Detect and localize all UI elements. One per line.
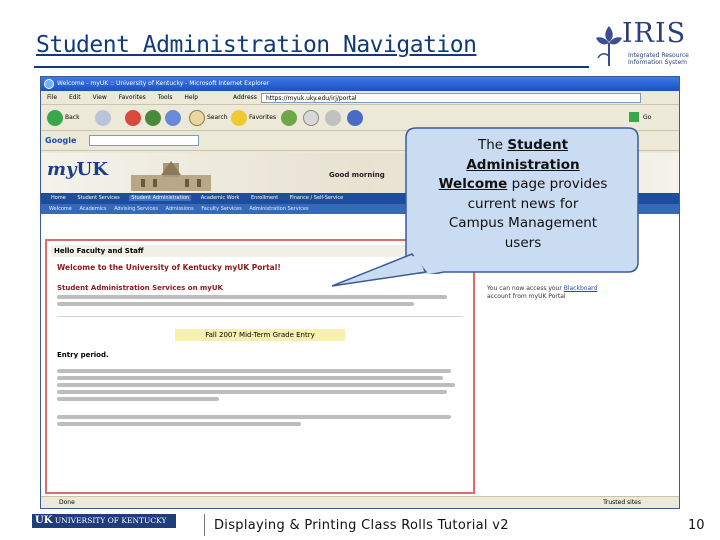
body-text-line bbox=[57, 369, 451, 373]
uk-footer-logo-text: UNIVERSITY OF KENTUCKY bbox=[54, 516, 167, 525]
footer-divider bbox=[204, 514, 205, 536]
campus-building-icon bbox=[111, 161, 231, 191]
welcome-heading: Welcome to the University of Kentucky myUK Portal! bbox=[57, 263, 281, 272]
callout-pointer bbox=[330, 250, 430, 290]
menu-favorites[interactable]: Favorites bbox=[118, 94, 146, 101]
tab-home[interactable]: Home bbox=[51, 195, 66, 201]
menu-tools[interactable]: Tools bbox=[157, 94, 173, 101]
blackboard-text-2: account from myUK Portal bbox=[487, 293, 566, 300]
google-logo: Google bbox=[45, 136, 77, 145]
menu-help[interactable]: Help bbox=[184, 94, 199, 101]
menu-bar bbox=[41, 91, 679, 105]
window-titlebar bbox=[41, 77, 679, 91]
address-label: Address bbox=[233, 94, 257, 101]
history-icon[interactable] bbox=[281, 110, 297, 126]
greeting-text: Good morning bbox=[329, 171, 385, 179]
callout-hl-administration: Administration bbox=[466, 156, 580, 173]
search-icon[interactable] bbox=[189, 110, 205, 126]
google-search-input[interactable] bbox=[89, 135, 199, 146]
page-number: 10 bbox=[688, 518, 705, 533]
myuk-logo-uk: UK bbox=[76, 159, 108, 180]
uk-footer-logo bbox=[32, 514, 176, 528]
body-text-line bbox=[57, 295, 447, 299]
back-label: Back bbox=[65, 114, 80, 121]
iris-logo bbox=[592, 16, 704, 74]
footer-text: Displaying & Printing Class Rolls Tutorial v2 bbox=[214, 518, 509, 533]
go-icon[interactable] bbox=[629, 112, 639, 122]
callout-hl-student: Student bbox=[507, 137, 569, 153]
body-text-line bbox=[57, 376, 443, 380]
callout-line5: Campus Management bbox=[448, 215, 598, 231]
body-text-line bbox=[57, 383, 455, 387]
go-label[interactable]: Go bbox=[643, 114, 652, 121]
myuk-logo-my: my bbox=[47, 159, 77, 180]
forward-icon[interactable] bbox=[95, 110, 111, 126]
divider bbox=[57, 316, 463, 317]
body-text-line bbox=[57, 422, 301, 426]
callout-text bbox=[414, 136, 632, 253]
status-bar bbox=[41, 496, 680, 508]
ie-icon bbox=[44, 79, 54, 89]
favorites-star-icon[interactable] bbox=[231, 110, 247, 126]
tab-student-services[interactable]: Student Services bbox=[77, 195, 120, 201]
blackboard-link[interactable]: Blackboard bbox=[563, 285, 598, 292]
subtab-admissions[interactable]: Admissions bbox=[165, 206, 194, 212]
print-icon[interactable] bbox=[325, 110, 341, 126]
body-text-line bbox=[57, 302, 414, 306]
uk-footer-logo-short: UK bbox=[35, 515, 53, 526]
iris-flower-icon bbox=[592, 22, 626, 68]
mail-icon[interactable] bbox=[303, 110, 319, 126]
subtab-academics[interactable]: Academics bbox=[79, 206, 107, 212]
body-text-line bbox=[57, 397, 219, 401]
side-panel bbox=[481, 239, 677, 494]
status-text: Done bbox=[59, 499, 75, 506]
slide-title: Student Administration Navigation bbox=[36, 32, 477, 58]
back-icon[interactable] bbox=[47, 110, 63, 126]
tab-academic-work[interactable]: Academic Work bbox=[200, 195, 240, 201]
tab-enrollment[interactable]: Enrollment bbox=[251, 195, 279, 201]
menu-file[interactable]: File bbox=[47, 94, 58, 101]
subtab-advising[interactable]: Advising Services bbox=[114, 206, 158, 212]
search-label: Search bbox=[207, 114, 228, 121]
blackboard-text: You can now access your bbox=[487, 285, 562, 292]
edit-icon[interactable] bbox=[347, 110, 363, 126]
refresh-icon[interactable] bbox=[145, 110, 161, 126]
window-title: Welcome - myUK :: University of Kentucky - Microsoft Internet Explorer bbox=[57, 80, 270, 87]
callout-line3: page provides bbox=[507, 176, 608, 192]
entry-period-label: Entry period. bbox=[57, 351, 109, 359]
services-heading: Student Administration Services on myUK bbox=[57, 284, 223, 292]
body-text-line bbox=[57, 390, 447, 394]
subtab-welcome[interactable]: Welcome bbox=[49, 206, 72, 212]
callout-line4: current news for bbox=[467, 195, 579, 212]
subtab-faculty-services[interactable]: Faculty Services bbox=[201, 206, 242, 212]
tab-finance[interactable]: Finance / Self-Service bbox=[289, 195, 344, 201]
body-text-line bbox=[57, 415, 451, 419]
title-rule bbox=[34, 66, 589, 68]
iris-subtitle: Integrated Resource Information System bbox=[628, 52, 689, 66]
favorites-label: Favorites bbox=[249, 114, 277, 121]
stop-icon[interactable] bbox=[125, 110, 141, 126]
hello-header: Hello Faculty and Staff bbox=[51, 245, 469, 257]
home-icon[interactable] bbox=[165, 110, 181, 126]
callout-hl-welcome: Welcome bbox=[438, 176, 508, 192]
menu-view[interactable]: View bbox=[92, 94, 107, 101]
callout-pre: The bbox=[477, 137, 508, 153]
callout-line6: users bbox=[504, 234, 542, 251]
address-input[interactable]: https://myuk.uky.edu/irj/portal bbox=[261, 93, 641, 103]
myuk-logo bbox=[47, 159, 108, 180]
blackboard-notice bbox=[487, 285, 597, 301]
iris-wordmark: IRIS bbox=[622, 18, 687, 49]
menu-edit[interactable]: Edit bbox=[68, 94, 81, 101]
subtab-administration[interactable]: Administration Services bbox=[249, 206, 309, 212]
security-zone: Trusted sites bbox=[603, 499, 641, 506]
tab-student-administration[interactable]: Student Administration bbox=[131, 195, 190, 201]
grade-entry-banner: Fall 2007 Mid-Term Grade Entry bbox=[175, 329, 345, 341]
